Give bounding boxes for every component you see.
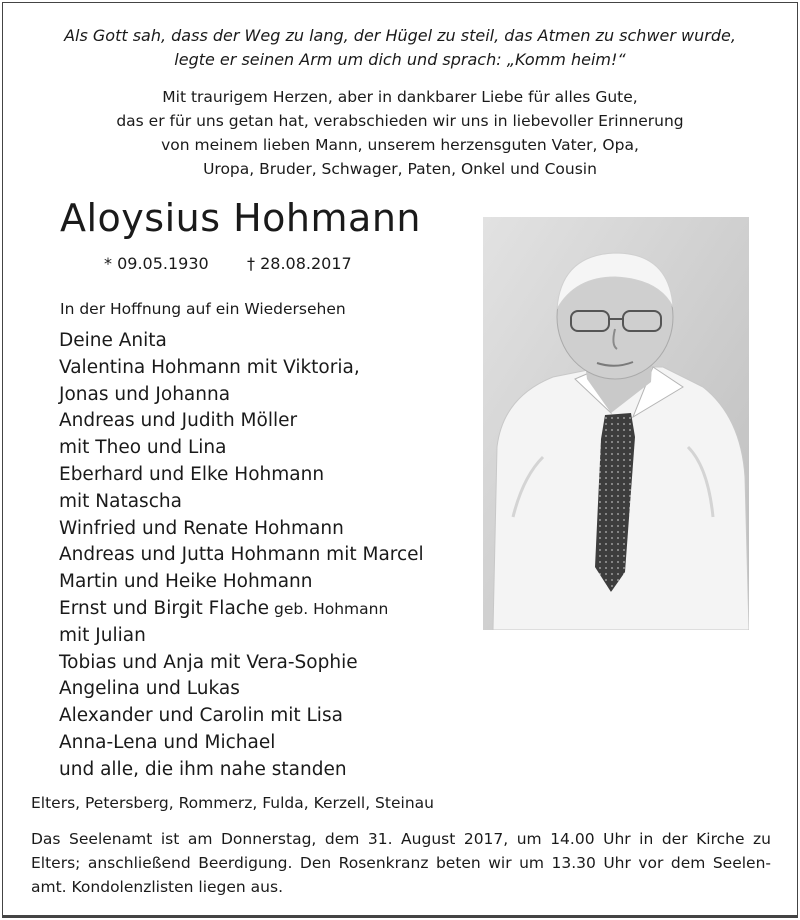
mourner-name: Alexander und Carolin mit Lisa bbox=[59, 705, 343, 727]
mourner-name: Andreas und Judith Möller bbox=[59, 410, 298, 432]
mourner-line bbox=[59, 650, 479, 677]
mourner-line bbox=[59, 730, 479, 757]
mourner-name: Jonas und Johanna bbox=[59, 383, 231, 405]
quote-line-1: Als Gott sah, dass der Weg zu lang, der Hügel zu steil, das Atmen zu schwer wurde, bbox=[64, 26, 736, 45]
intro-line: Mit traurigem Herzen, aber in dankbarer Liebe für alles Gute, bbox=[162, 88, 638, 106]
deceased-name: Aloysius Hohmann bbox=[60, 196, 421, 240]
mourner-line bbox=[59, 703, 479, 730]
service-info: Das Seelenamt ist am Donnerstag, dem 31. August 2017, um 14.00 Uhr in der Kirche zu Elters; anschließend Beerdigung. Den Rosenkranz beten wir um 13.30 Uhr vor dem Seelen-amt. Kondolenzlisten liegen aus. bbox=[31, 830, 771, 896]
birth-date: * 09.05.1930 bbox=[104, 254, 209, 273]
intro-line: das er für uns getan hat, verabschieden wir uns in liebevoller Erinnerung bbox=[116, 112, 684, 130]
death-date: † 28.08.2017 bbox=[247, 254, 352, 273]
intro-line: Uropa, Bruder, Schwager, Paten, Onkel und Cousin bbox=[203, 160, 597, 178]
mourner-line bbox=[59, 757, 479, 784]
mourner-suffix: geb. Hohmann bbox=[269, 599, 389, 618]
mourner-name: Anna-Lena und Michael bbox=[59, 731, 276, 753]
mourner-line bbox=[59, 676, 479, 703]
intro-text bbox=[60, 85, 740, 181]
portrait-photo-image bbox=[483, 217, 749, 630]
mourner-name: Winfried und Renate Hohmann bbox=[59, 517, 344, 539]
mourner-line bbox=[59, 569, 479, 596]
mourner-name: Deine Anita bbox=[59, 330, 167, 351]
mourner-line bbox=[59, 382, 479, 409]
portrait-photo bbox=[483, 217, 749, 630]
mourner-line bbox=[59, 435, 479, 462]
mourner-line bbox=[59, 355, 479, 382]
mourner-name: Eberhard und Elke Hohmann bbox=[59, 463, 325, 485]
mourner-name: Martin und Heike Hohmann bbox=[59, 571, 313, 593]
hope-line: In der Hoffnung auf ein Wiedersehen bbox=[60, 300, 346, 318]
mourner-name: und alle, die ihm nahe standen bbox=[59, 758, 347, 780]
mourner-name: mit Theo und Lina bbox=[59, 437, 227, 459]
mourner-name: Angelina und Lukas bbox=[59, 678, 240, 700]
mourner-name: Andreas und Jutta Hohmann mit Marcel bbox=[59, 544, 424, 566]
mourners-list bbox=[59, 328, 479, 784]
mourner-line bbox=[59, 542, 479, 569]
quote-text bbox=[40, 24, 760, 72]
mourner-line bbox=[59, 462, 479, 489]
places-line: Elters, Petersberg, Rommerz, Fulda, Kerzell, Steinau bbox=[31, 794, 434, 812]
quote-line-2: legte er seinen Arm um dich und sprach: „Komm heim!“ bbox=[174, 50, 626, 69]
intro-line: von meinem lieben Mann, unserem herzensguten Vater, Opa, bbox=[161, 136, 639, 154]
mourner-line bbox=[59, 516, 479, 543]
mourner-name: Ernst und Birgit Flache bbox=[59, 597, 270, 619]
mourner-line bbox=[59, 489, 479, 516]
mourner-line bbox=[59, 408, 479, 435]
mourner-name: Tobias und Anja mit Vera-Sophie bbox=[59, 651, 358, 673]
mourner-name: mit Julian bbox=[59, 624, 146, 646]
mourner-line bbox=[59, 623, 479, 650]
mourner-line bbox=[59, 596, 479, 623]
mourner-name: mit Natascha bbox=[59, 490, 182, 512]
mourner-name: Valentina Hohmann mit Viktoria, bbox=[59, 356, 360, 378]
mourner-line bbox=[59, 328, 479, 355]
